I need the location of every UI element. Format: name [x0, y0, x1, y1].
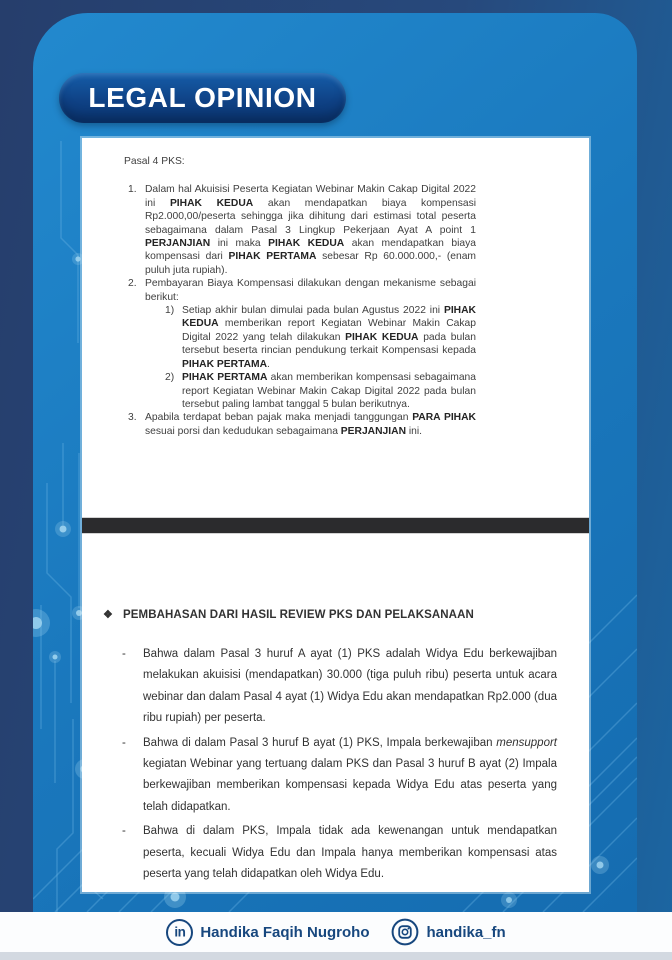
section-heading: PEMBAHASAN DARI HASIL REVIEW PKS DAN PELAKSANAAN	[123, 609, 474, 621]
sublist-item-2	[145, 371, 476, 411]
linkedin-handle: Handika Faqih Nugroho	[200, 923, 370, 941]
review-bullet-3	[103, 821, 557, 885]
list-text: Apabila terdapat beban pajak maka menjadi tanggungan PARA PIHAK sesuai porsi dan kedudukan sebagaimana PERJANJIAN ini.	[145, 412, 476, 437]
review-bullet-2	[103, 733, 557, 819]
sublist-text: PIHAK PERTAMA akan memberikan kompensasi sebagaimana report Kegiatan Webinar Makin Cakap Digital 2022 pada bulan tersebut paling lambat tanggal 5 bulan berikutnya.	[182, 372, 477, 410]
linkedin-item[interactable]	[166, 919, 369, 946]
list-item-1	[124, 183, 476, 277]
list-text: Dalam hal Akuisisi Peserta Kegiatan Webinar Makin Cakap Digital 2022 ini PIHAK KEDUA akan mendapatkan biaya kompensasi Rp2.000,00/peserta sehingga jika dihitung dari estimasi total peserta sebagaimana dalam Pasal 3 Lingkup Pekerjaan Ayat A point 1 PERJANJIAN ini maka PIHAK KEDUA akan mendapatkan biaya kompensasi dari PIHAK PERTAMA sebesar Rp 60.000.000,- (enam puluh juta rupiah).	[145, 184, 477, 276]
linkedin-icon	[166, 919, 193, 946]
linkedin-icon-text: in	[174, 924, 186, 939]
list-item-3	[124, 411, 476, 438]
section-heading-row	[103, 608, 557, 622]
list-item-2	[124, 277, 476, 411]
bullet-text: Bahwa di dalam PKS, Impala tidak ada kewenangan untuk mendapatkan peserta, kecuali Widya Edu dan Impala hanya memberikan kompensasi atas peserta yang telah didapatkan oleh Widya Edu.	[143, 825, 557, 881]
page-divider	[82, 518, 589, 533]
document-card	[82, 138, 589, 892]
bottom-strip	[0, 952, 672, 960]
sublist-number: 1)	[165, 305, 175, 317]
document-section-pembahasan	[103, 608, 557, 888]
list-number: 3.	[128, 412, 137, 424]
list-number: 1.	[128, 184, 137, 196]
footer	[0, 912, 672, 952]
instagram-handle: handika_fn	[426, 923, 506, 941]
document-section-pasal4	[124, 155, 476, 438]
instagram-item[interactable]	[391, 918, 505, 946]
dash-marker: -	[122, 736, 126, 749]
sublist-number: 2)	[165, 372, 175, 384]
bullet-text: Bahwa di dalam Pasal 3 huruf B ayat (1) PKS, Impala berkewajiban mensupport kegiatan Webinar yang tertuang dalam PKS dan Pasal 3 huruf B ayat (2) Impala berkewajiban memberikan kompensasi kepada Widya Edu atas peserta yang telah didapatkan.	[143, 736, 557, 813]
document-heading: Pasal 4 PKS:	[124, 156, 185, 167]
list-number: 2.	[128, 278, 137, 290]
diamond-bullet-icon: ❖	[103, 609, 113, 621]
bullet-text: Bahwa dalam Pasal 3 huruf A ayat (1) PKS adalah Widya Edu berkewajiban melakukan akuisisi (mendapatkan) 30.000 (tiga puluh ribu) peserta untuk acara webinar dan dalam Pasal 4 ayat (1) Widya Edu akan mendapatkan Rp2.000 (dua ribu rupiah) per peserta.	[143, 648, 557, 725]
page-title-pill	[59, 73, 346, 123]
instagram-icon	[391, 918, 419, 946]
sublist-item-1	[145, 304, 476, 371]
sublist-text: Setiap akhir bulan dimulai pada bulan Agustus 2022 ini PIHAK KEDUA memberikan report Kegiatan Webinar Makin Cakap Digital 2022 yang telah dilakukan PIHAK KEDUA pada bulan tersebut beserta rincian pendukung terkait Kompensasi kepada PIHAK PERTAMA.	[182, 305, 476, 370]
dash-marker: -	[122, 648, 126, 660]
review-bullet-1	[103, 644, 557, 730]
list-text: Pembayaran Biaya Kompensasi dilakukan dengan mekanisme sebagai berikut:	[145, 278, 476, 303]
main-panel	[33, 13, 637, 912]
dash-marker: -	[122, 825, 126, 838]
page-title: LEGAL OPINION	[88, 82, 317, 113]
